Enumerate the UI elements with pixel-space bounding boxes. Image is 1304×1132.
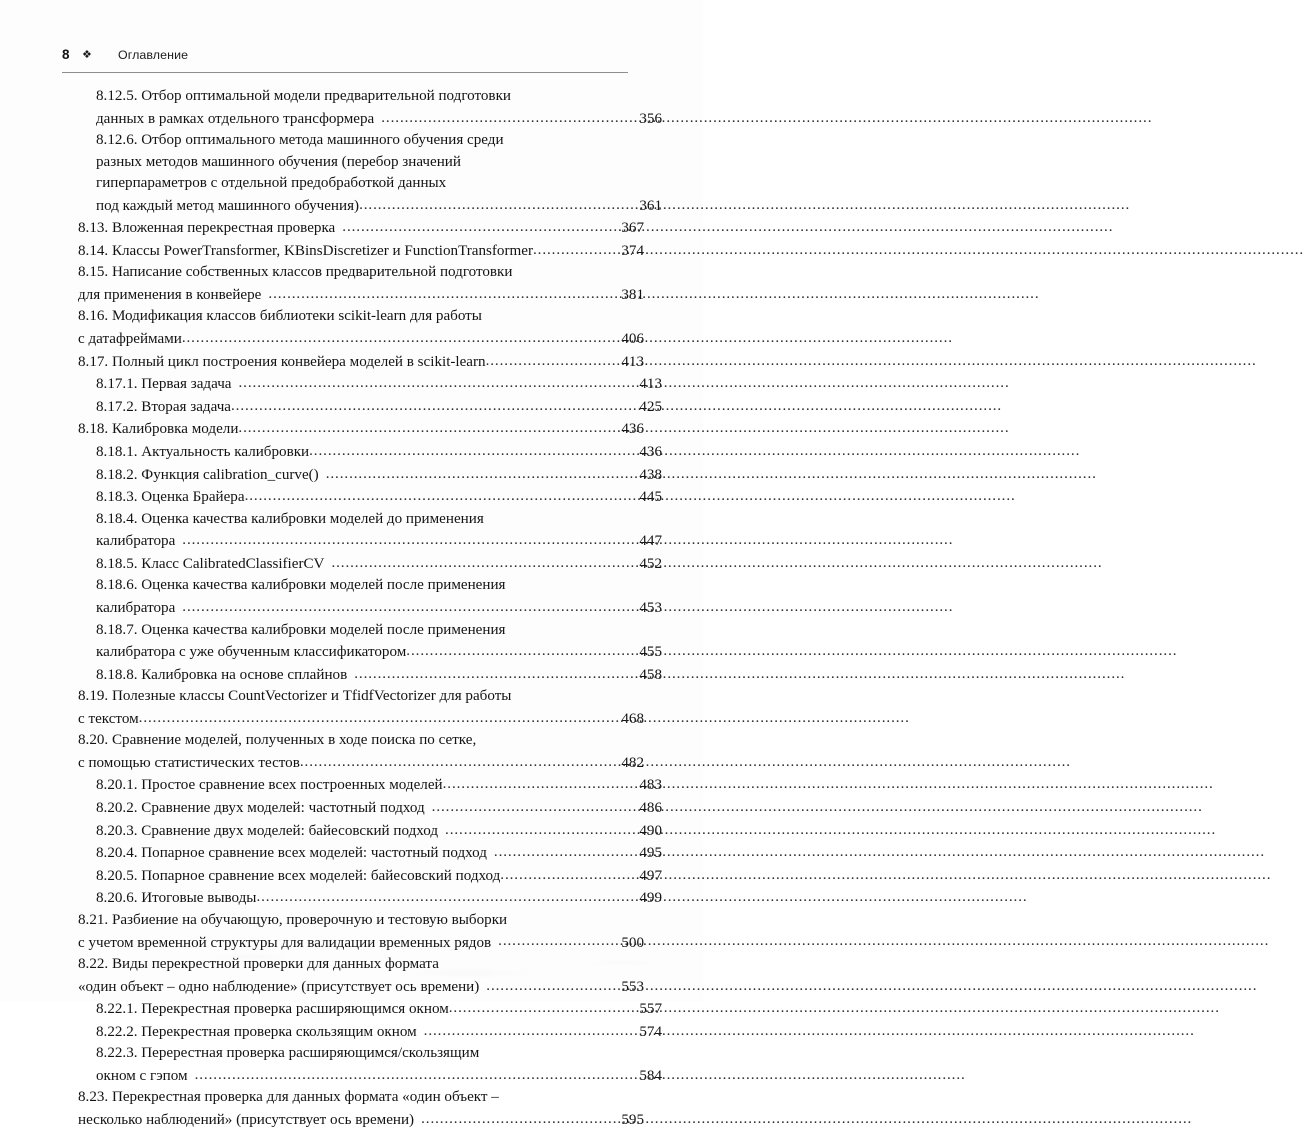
toc-entry-line: разных методов машинного обучения (перебор значений: [96, 153, 461, 170]
toc-entry-title: под каждый метод машинного обучения): [96, 197, 360, 214]
toc-entry[interactable]: [62, 86, 662, 130]
toc-page-number: 356: [639, 110, 662, 127]
toc-entry-title: с учетом временной структуры для валидации временных рядов: [78, 934, 492, 951]
toc-page-number: 436: [639, 444, 662, 461]
toc-page-number: 413: [621, 353, 644, 370]
toc-entry-line: [62, 664, 662, 687]
toc-entry[interactable]: [62, 1043, 662, 1087]
toc-entry-line: 8.15. Написание собственных классов предварительной подготовки: [78, 264, 513, 281]
toc-page-number: 374: [621, 242, 644, 259]
toc-entry[interactable]: [62, 486, 662, 509]
toc-entry-title: данных в рамках отдельного трансформера: [96, 110, 375, 127]
page-folio-number: 8: [62, 47, 70, 62]
toc-page-number: 500: [621, 934, 644, 951]
floret-ornament-icon: ❖: [82, 49, 92, 61]
dot-leader: [245, 486, 640, 501]
toc-entry-line: [62, 217, 644, 240]
toc-page-number: 574: [639, 1023, 662, 1040]
toc-entry-line: 8.22.3. Перерестная проверка расширяющимся/скользящим: [96, 1045, 480, 1062]
toc-entry-title: 8.20.6. Итоговые выводы: [96, 890, 257, 907]
toc-page-number: 452: [639, 555, 662, 572]
toc-entry-line: [62, 752, 644, 775]
toc-entry-line: [62, 1021, 662, 1044]
dot-leader: [486, 351, 622, 366]
toc-page-number: 361: [639, 197, 662, 214]
dot-leader: [432, 797, 640, 812]
toc-page-number: 495: [639, 845, 662, 862]
toc-entry[interactable]: [62, 820, 662, 843]
toc-page-number: 490: [639, 822, 662, 839]
toc-page-number: 453: [639, 600, 662, 616]
toc-entry-title: несколько наблюдений» (присутствует ось времени): [78, 1112, 415, 1128]
toc-page-number: 458: [639, 666, 662, 683]
dot-leader: [256, 887, 639, 902]
toc-page-number: 468: [621, 710, 644, 727]
dot-leader: [239, 373, 640, 388]
toc-entry[interactable]: [62, 509, 662, 553]
toc-entry[interactable]: [62, 865, 662, 888]
toc-entry-line: 8.19. Полезные классы CountVectorizer и TfidfVectorizer для работы: [78, 688, 512, 705]
toc-entry-line: 8.21. Разбиение на обучающую, проверочную и тестовую выборки: [78, 911, 508, 928]
dot-leader: [533, 240, 621, 255]
toc-entry[interactable]: [62, 396, 662, 419]
dot-leader: [449, 998, 640, 1013]
dot-leader: [406, 641, 639, 656]
toc-entry-line: [62, 486, 662, 509]
toc-entry-line: [62, 641, 662, 664]
toc-entry[interactable]: [62, 797, 662, 820]
toc-entry-title: 8.20.2. Сравнение двух моделей: частотный подход: [96, 800, 425, 817]
toc-entry-line: [62, 1109, 644, 1132]
toc-entry[interactable]: [62, 306, 644, 350]
toc-entry[interactable]: [62, 686, 644, 730]
toc-entry-title: 8.20.5. Попарное сравнение всех моделей: байесовский подход: [96, 867, 501, 884]
toc-entry-line: 8.12.6. Отбор оптимального метода машинного обучения среди: [96, 132, 504, 149]
toc-page-number: 482: [621, 754, 644, 771]
toc-entry[interactable]: [62, 887, 662, 910]
toc-page-number: 445: [639, 489, 662, 506]
toc-entry-line: 8.18.7. Оценка качества калибровки моделей после применения: [96, 621, 506, 638]
dot-leader: [182, 597, 639, 612]
toc-entry[interactable]: [62, 418, 644, 441]
toc-entry[interactable]: [62, 664, 662, 687]
toc-entry-line: [62, 195, 662, 218]
toc-entry-line: 8.12.5. Отбор оптимальной модели предварительной подготовки: [96, 88, 511, 104]
toc-entry-line: [62, 1065, 662, 1088]
dot-leader: [331, 553, 639, 568]
toc-entry-line: [62, 108, 662, 131]
toc-entry-line: [62, 820, 662, 843]
toc-entry-line: 8.22. Виды перекрестной проверки для данных формата: [78, 956, 439, 973]
toc-page-number: 486: [639, 800, 662, 817]
toc-entry-line: [62, 284, 644, 307]
dot-leader: [354, 664, 639, 679]
toc-entry-title: с текстом: [78, 710, 139, 727]
toc-page-number: 584: [639, 1067, 662, 1084]
toc-entry-title: 8.18.3. Оценка Брайера: [96, 489, 245, 506]
toc-entry-title: 8.17.2. Вторая задача: [96, 398, 231, 415]
dot-leader: [309, 441, 639, 456]
running-head-title: Оглавление: [118, 48, 189, 62]
dot-leader: [182, 328, 622, 343]
toc-page-number: 553: [621, 978, 644, 995]
toc-entry-line: [62, 597, 662, 620]
toc-entry-title: 8.17.1. Первая задача: [96, 376, 232, 393]
toc-entry-line: [62, 464, 662, 487]
toc-entry[interactable]: [62, 373, 662, 396]
toc-page-number: 425: [639, 398, 662, 415]
dot-leader: [195, 1065, 640, 1080]
toc-entry-title: 8.18.1. Актуальность калибровки: [96, 444, 310, 461]
toc-entry-line: [62, 865, 662, 888]
toc-entry-title: окном с гэпом: [96, 1067, 188, 1084]
toc-entry-title: 8.20.4. Попарное сравнение всех моделей: частотный подход: [96, 845, 487, 862]
toc-entry-line: 8.23. Перекрестная проверка для данных формата «один объект –: [78, 1089, 499, 1106]
toc-entry-title: 8.18. Калибровка модели: [78, 421, 239, 438]
toc-entry-line: [62, 530, 662, 553]
toc-entry[interactable]: [62, 217, 644, 240]
dot-leader: [443, 774, 640, 789]
toc-entry[interactable]: [62, 774, 662, 797]
dot-leader: [182, 530, 639, 545]
toc-entry-line: [62, 553, 662, 576]
toc-entry[interactable]: [62, 910, 644, 954]
toc-entry-line: [62, 931, 644, 954]
toc-entry-line: [62, 797, 662, 820]
toc-entry[interactable]: [62, 1087, 644, 1131]
toc-entry-title: калибратора с уже обученным классификатором: [96, 644, 407, 661]
toc-entry[interactable]: [62, 620, 662, 664]
toc-entry[interactable]: [62, 240, 644, 263]
toc-entry-title: калибратора: [96, 600, 176, 616]
toc-entry[interactable]: [62, 575, 662, 619]
toc-entry[interactable]: [62, 730, 644, 774]
toc-page-number: 499: [639, 890, 662, 907]
dot-leader: [498, 931, 621, 946]
toc-page-number: 438: [639, 466, 662, 483]
toc-entry-line: [62, 708, 644, 731]
toc-entry[interactable]: [62, 262, 644, 306]
toc-entry-title: 8.22.2. Перекрестная проверка скользящим окном: [96, 1023, 417, 1040]
toc-entry[interactable]: [62, 842, 662, 865]
dot-leader: [231, 396, 639, 411]
toc-entry[interactable]: [62, 553, 662, 576]
toc-entry-title: 8.20.3. Сравнение двух моделей: байесовский подход: [96, 822, 439, 839]
toc-entry-line: гиперпараметров с отдельной предобработкой данных: [96, 175, 447, 192]
toc-entry-title: 8.20.1. Простое сравнение всех построенных моделей: [96, 777, 443, 794]
dot-leader: [445, 820, 639, 835]
toc-entry-title: 8.18.8. Калибровка на основе сплайнов: [96, 666, 348, 683]
running-head-rule: [62, 72, 628, 73]
dot-leader: [424, 1021, 640, 1036]
toc-page-number: 595: [621, 1112, 644, 1128]
toc-entry-line: 8.20. Сравнение моделей, полученных в ходе поиска по сетке,: [78, 732, 477, 749]
toc-entry[interactable]: [62, 998, 662, 1021]
toc-page-number: 406: [621, 331, 644, 348]
toc-entry-line: [62, 396, 662, 419]
toc-entry-line: 8.16. Модификация классов библиотеки scikit-learn для работы: [78, 308, 482, 325]
toc-entry-line: 8.18.6. Оценка качества калибровки моделей после применения: [96, 577, 506, 594]
toc-entry-title: 8.14. Классы PowerTransformer, KBinsDiscretizer и FunctionTransformer: [78, 242, 533, 259]
dot-leader: [139, 708, 622, 723]
dot-leader: [494, 842, 639, 857]
running-head: [62, 47, 628, 69]
toc-entry-line: [62, 998, 662, 1021]
toc-entry-title: для применения в конвейере: [78, 286, 262, 303]
toc-entry-title: 8.17. Полный цикл построения конвейера моделей в scikit-learn: [78, 353, 486, 370]
toc-entry-line: [62, 887, 662, 910]
toc-entry[interactable]: [62, 130, 662, 217]
toc-entry-line: [62, 351, 644, 374]
toc-entry-line: [62, 774, 662, 797]
toc-page-number: 381: [621, 286, 644, 303]
dot-leader: [326, 464, 640, 479]
toc-entry[interactable]: [62, 464, 662, 487]
toc-page-number: 413: [639, 376, 662, 393]
dot-leader: [359, 195, 639, 210]
toc-entry-line: [62, 842, 662, 865]
toc-entry[interactable]: [62, 441, 662, 464]
dot-leader: [421, 1109, 621, 1124]
toc-entry-line: 8.18.4. Оценка качества калибровки моделей до применения: [96, 510, 484, 527]
toc-page-number: 455: [639, 644, 662, 661]
dot-leader: [381, 108, 639, 123]
toc-entry-title: с помощью статистических тестов: [78, 754, 300, 771]
toc-entry[interactable]: [62, 351, 644, 374]
table-of-contents: [62, 86, 662, 1132]
toc-page-number: 367: [621, 220, 644, 237]
dot-leader: [486, 976, 621, 991]
toc-page-number: 447: [639, 533, 662, 550]
toc-entry-title: 8.13. Вложенная перекрестная проверка: [78, 220, 336, 237]
dot-leader: [238, 418, 621, 433]
toc-entry-line: [62, 373, 662, 396]
toc-entry-line: [62, 418, 644, 441]
dot-leader: [300, 752, 622, 767]
toc-entry-title: 8.18.5. Класс CalibratedClassifierCV: [96, 555, 325, 572]
dot-leader: [268, 284, 621, 299]
toc-entry-line: [62, 240, 644, 263]
toc-entry-line: [62, 328, 644, 351]
toc-entry-line: [62, 441, 662, 464]
toc-page-number: 436: [621, 421, 644, 438]
toc-entry-line: [62, 976, 644, 999]
toc-entry-title: 8.22.1. Перекрестная проверка расширяющимся окном: [96, 1001, 449, 1018]
toc-entry-title: с датафреймами: [78, 331, 182, 348]
toc-page-number: 557: [639, 1001, 662, 1018]
toc-entry-title: калибратора: [96, 533, 176, 550]
toc-entry[interactable]: [62, 1021, 662, 1044]
toc-entry[interactable]: [62, 954, 644, 998]
dot-leader: [342, 217, 621, 232]
toc-entry-title: «один объект – одно наблюдение» (присутствует ось времени): [78, 978, 480, 995]
toc-page-number: 483: [639, 777, 662, 794]
toc-entry-title: 8.18.2. Функция calibration_curve(): [96, 466, 319, 483]
toc-page-number: 497: [639, 867, 662, 884]
dot-leader: [500, 865, 639, 880]
